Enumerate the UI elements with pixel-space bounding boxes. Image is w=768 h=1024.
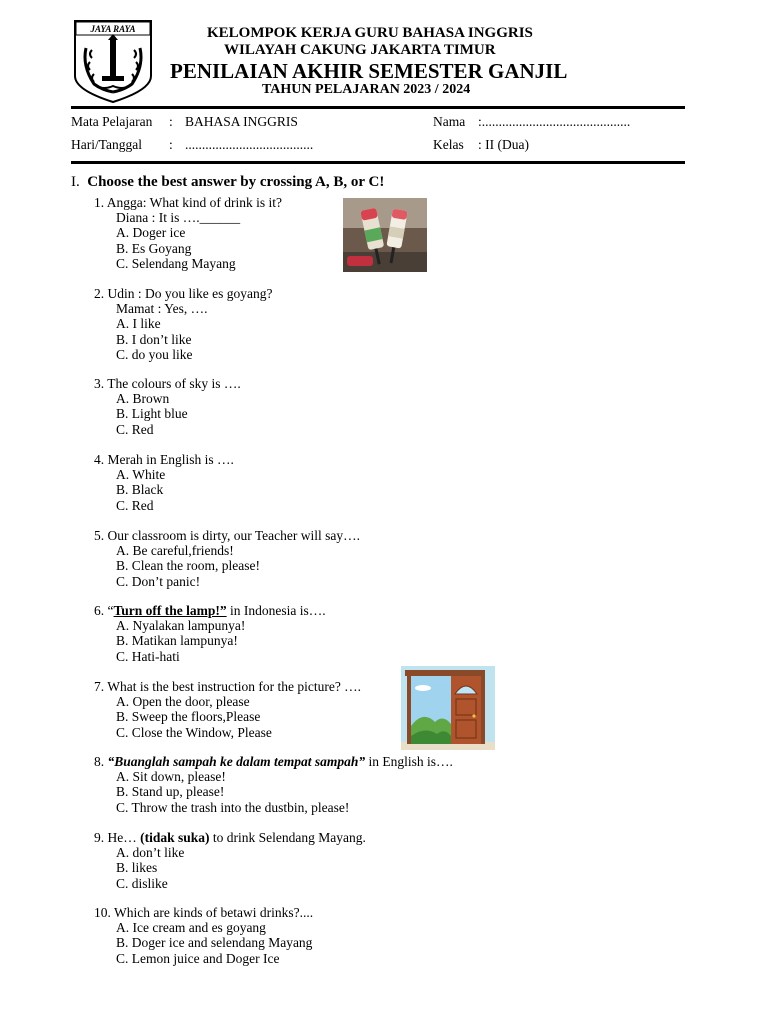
question-9-suffix: to drink Selendang Mayang. [209, 830, 366, 845]
option-a[interactable]: A. don’t like [116, 845, 185, 861]
logo-text: JAYA RAYA [90, 24, 136, 34]
option-c[interactable]: C. Red [116, 497, 154, 513]
question-3-text: 3. The colours of sky is …. [94, 376, 241, 391]
question-1-text: 1. Angga: What kind of drink is it? [94, 195, 282, 210]
question-8-text [94, 754, 453, 769]
question-10 [94, 905, 313, 966]
option-b[interactable]: B. Stand up, please! [116, 784, 225, 800]
class-label: Kelas [433, 137, 464, 152]
option-c[interactable]: C. Red [116, 421, 154, 437]
question-5 [94, 528, 360, 589]
option-b[interactable]: B. Black [116, 482, 164, 498]
question-8-phrase: “Buanglah sampah ke dalam tempat sampah” [107, 754, 366, 769]
question-9 [94, 830, 366, 891]
option-b[interactable]: B. I don’t like [116, 331, 192, 347]
school-year: TAHUN PELAJARAN 2023 / 2024 [262, 82, 471, 97]
option-b[interactable]: B. Es Goyang [116, 240, 192, 256]
subject-label: Mata Pelajaran [71, 114, 153, 129]
date-field: ...................................... [185, 137, 314, 152]
option-c[interactable]: C. Close the Window, Please [116, 724, 272, 740]
option-a[interactable]: A. I like [116, 316, 161, 332]
question-1-line-2 [94, 210, 282, 225]
option-c[interactable]: C. do you like [116, 346, 193, 362]
header-line-2: WILAYAH CAKUNG JAKARTA TIMUR [224, 42, 496, 58]
question-2 [94, 286, 272, 362]
header-line-1: KELOMPOK KERJA GURU BAHASA INGGRIS [207, 25, 533, 41]
option-b[interactable]: B. Sweep the floors,Please [116, 709, 261, 725]
option-a[interactable]: A. Sit down, please! [116, 769, 226, 785]
name-label: Nama [433, 114, 466, 129]
question-6-text [94, 603, 326, 618]
section-title: Choose the best answer by crossing A, B, or C! [87, 174, 385, 190]
es-goyang-picture [343, 198, 427, 272]
option-a[interactable]: A. Brown [116, 391, 170, 407]
jaya-raya-logo [72, 18, 154, 104]
question-2-text: 2. Udin : Do you like es goyang? [94, 286, 273, 301]
question-4-text: 4. Merah in English is …. [94, 452, 234, 467]
option-a[interactable]: A. Open the door, please [116, 694, 250, 710]
question-1 [94, 195, 282, 271]
option-c[interactable]: C. Selendang Mayang [116, 255, 236, 271]
question-6-prefix: 6. “ [94, 603, 114, 618]
option-a[interactable]: A. Ice cream and es goyang [116, 920, 266, 936]
option-b[interactable]: B. likes [116, 860, 158, 876]
header-divider [71, 106, 685, 109]
subject-sep: : [169, 114, 173, 129]
question-7 [94, 679, 361, 740]
option-c[interactable]: C. Don’t panic! [116, 573, 201, 589]
option-c[interactable]: C. Lemon juice and Doger Ice [116, 950, 280, 966]
class-value: : II (Dua) [478, 137, 529, 152]
question-2-line-2: Mamat : Yes, …. [116, 301, 208, 317]
date-sep: : [169, 137, 173, 152]
option-b[interactable]: B. Matikan lampunya! [116, 633, 238, 649]
question-9-phrase: (tidak suka) [140, 830, 210, 845]
option-a[interactable]: A. Nyalakan lampunya! [116, 618, 246, 634]
option-a[interactable]: A. Doger ice [116, 225, 186, 241]
section-number: I. [71, 174, 80, 190]
exam-title: PENILAIAN AKHIR SEMESTER GANJIL [170, 59, 568, 83]
subject-value: BAHASA INGGRIS [185, 114, 298, 129]
option-b[interactable]: B. Light blue [116, 406, 188, 422]
question-3 [94, 376, 241, 437]
open-door-picture [401, 666, 495, 750]
option-c[interactable]: C. dislike [116, 875, 168, 891]
section-heading [71, 174, 384, 191]
question-6-suffix: in Indonesia is…. [226, 603, 326, 618]
name-field: :............................................ [478, 114, 631, 129]
option-a[interactable]: A. White [116, 467, 166, 483]
question-6-phrase: Turn off the lamp!” [113, 603, 227, 618]
option-c[interactable]: C. Throw the trash into the dustbin, please! [116, 799, 350, 815]
option-c[interactable]: C. Hati-hati [116, 648, 180, 664]
question-7-text: 7. What is the best instruction for the picture? …. [94, 679, 362, 694]
question-1-line-2-text: Diana : It is …. [116, 210, 200, 226]
question-9-prefix: 9. He… [94, 830, 141, 845]
question-8-suffix: in English is…. [365, 754, 453, 769]
option-b[interactable]: B. Clean the room, please! [116, 558, 260, 574]
option-a[interactable]: A. Be careful,friends! [116, 543, 234, 559]
option-b[interactable]: B. Doger ice and selendang Mayang [116, 935, 313, 951]
date-label: Hari/Tanggal [71, 137, 143, 152]
question-10-text: 10. Which are kinds of betawi drinks?.... [94, 905, 314, 920]
answer-blank: ______ [199, 210, 241, 226]
question-8-prefix: 8. [94, 754, 108, 769]
question-9-text [94, 830, 366, 845]
question-4 [94, 452, 234, 513]
info-divider [71, 161, 685, 164]
question-8 [94, 754, 453, 815]
question-6 [94, 603, 326, 664]
question-5-text: 5. Our classroom is dirty, our Teacher will say…. [94, 528, 360, 543]
